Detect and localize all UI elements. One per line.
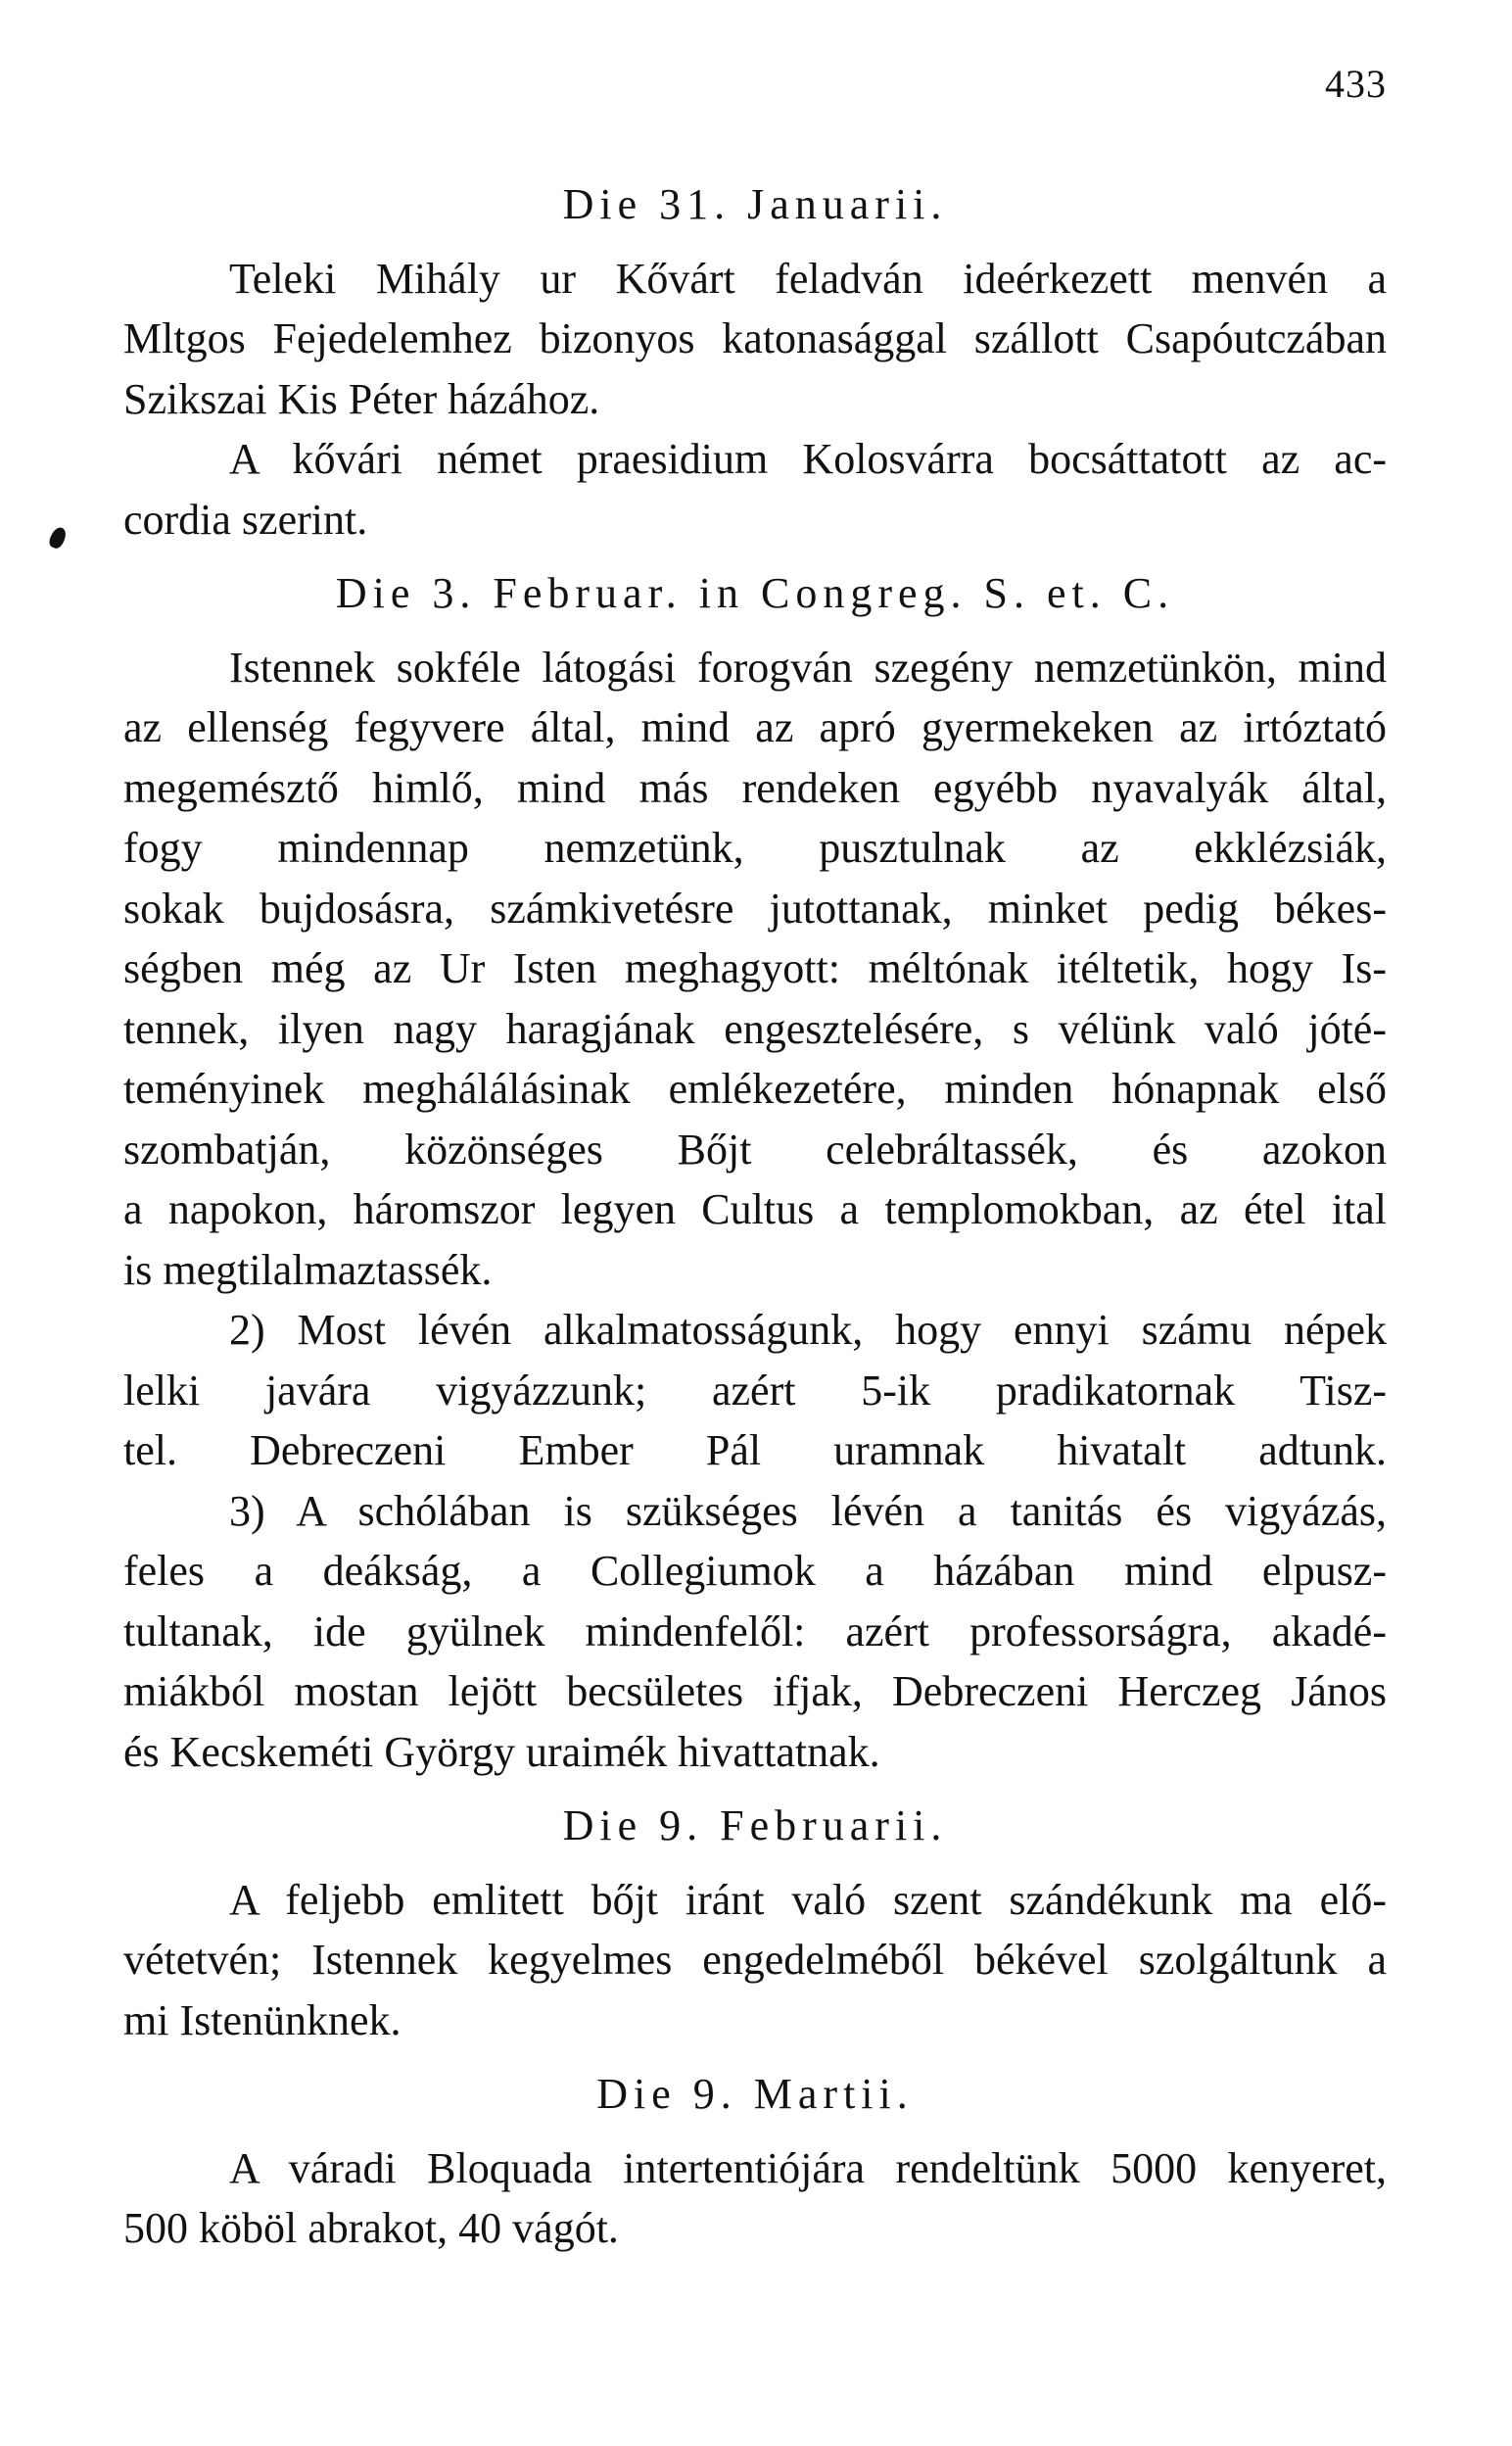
text-line: mi Istenünknek. [123,1995,402,2044]
text-line: A váradi Bloquada intertentiójára rendeltünk 5000 kenyeret, [229,2143,1387,2192]
text-line: 3) A schólában is szükséges lévén a tanitás és vigyázás, [229,1486,1387,1535]
text-line: Teleki Mihály ur Kővárt feladván ideérkezett menvén a [229,254,1387,303]
text-line: A feljebb emlitett bőjt iránt való szent szándékunk ma elő- [229,1875,1387,1924]
text-line: szombatján, közönséges Bőjt celebráltassék, és azokon [123,1125,1387,1174]
page-body [123,174,1387,2259]
text-line: és Kecskeméti György uraimék hivattatnak. [123,1727,880,1776]
page-number: 433 [1325,62,1387,106]
date-heading-jan-31: Die 31. Januarii. [562,180,948,228]
text-line: miákból mostan lejött becsületes ifjak, Debreczeni Herczeg János [123,1667,1387,1715]
text-line: is megtilalmaztassék. [123,1245,493,1294]
text-line: a napokon, háromszor legyen Cultus a templomokban, az étel ital [123,1185,1387,1233]
margin-ink-mark [47,525,69,551]
text-line: 500 köböl abrakot, 40 vágót. [123,2204,619,2252]
text-line: 2) Most lévén alkalmatosságunk, hogy ennyi számu népek [229,1306,1387,1354]
date-heading-feb-9: Die 9. Februarii. [562,1801,948,1849]
text-line: cordia szerint. [123,495,368,544]
date-heading-feb-3: Die 3. Februar. in Congreg. S. et. C. [335,569,1175,617]
text-line: tultanak, ide gyülnek mindenfelől: azért professorságra, akadé- [123,1607,1387,1655]
text-line: Mltgos Fejedelemhez bizonyos katonasággal szállott Csapóutczában [123,314,1387,362]
text-line: fogy mindennap nemzetünk, pusztulnak az ekklézsiák, [123,824,1387,872]
text-line: vétetvén; Istennek kegyelmes engedelméből békével szolgáltunk a [123,1936,1387,1984]
text-line: az ellenség fegyvere által, mind az apró gyermekeken az irtóztató [123,703,1387,751]
text-line: teményinek meghálálásinak emlékezetére, minden hónapnak első [123,1065,1387,1113]
text-line: A kővári német praesidium Kolosvárra bocsáttatott az ac- [229,435,1387,483]
text-line: Istennek sokféle látogási forogván szegény nemzetünkön, mind [229,643,1387,692]
text-line: feles a deákság, a Collegiumok a házában mind elpusz- [123,1547,1387,1595]
text-line: sokak bujdosásra, számkivetésre jutottanak, minket pedig békes- [123,884,1387,933]
text-line: Szikszai Kis Péter házához. [123,374,600,423]
text-line: megemésztő himlő, mind más rendeken egyébb nyavalyák által, [123,763,1387,812]
text-line: ségben még az Ur Isten meghagyott: méltónak itéltetik, hogy Is- [123,944,1387,992]
text-line: lelki javára vigyázzunk; azért 5-ik pradikatornak Tisz- [123,1366,1387,1415]
text-line: tennek, ilyen nagy haragjának engesztelésére, s vélünk való jóté- [123,1004,1387,1053]
text-line: tel. Debreczeni Ember Pál uramnak hivatalt adtunk. [123,1426,1387,1474]
date-heading-mar-9: Die 9. Martii. [596,2070,914,2118]
